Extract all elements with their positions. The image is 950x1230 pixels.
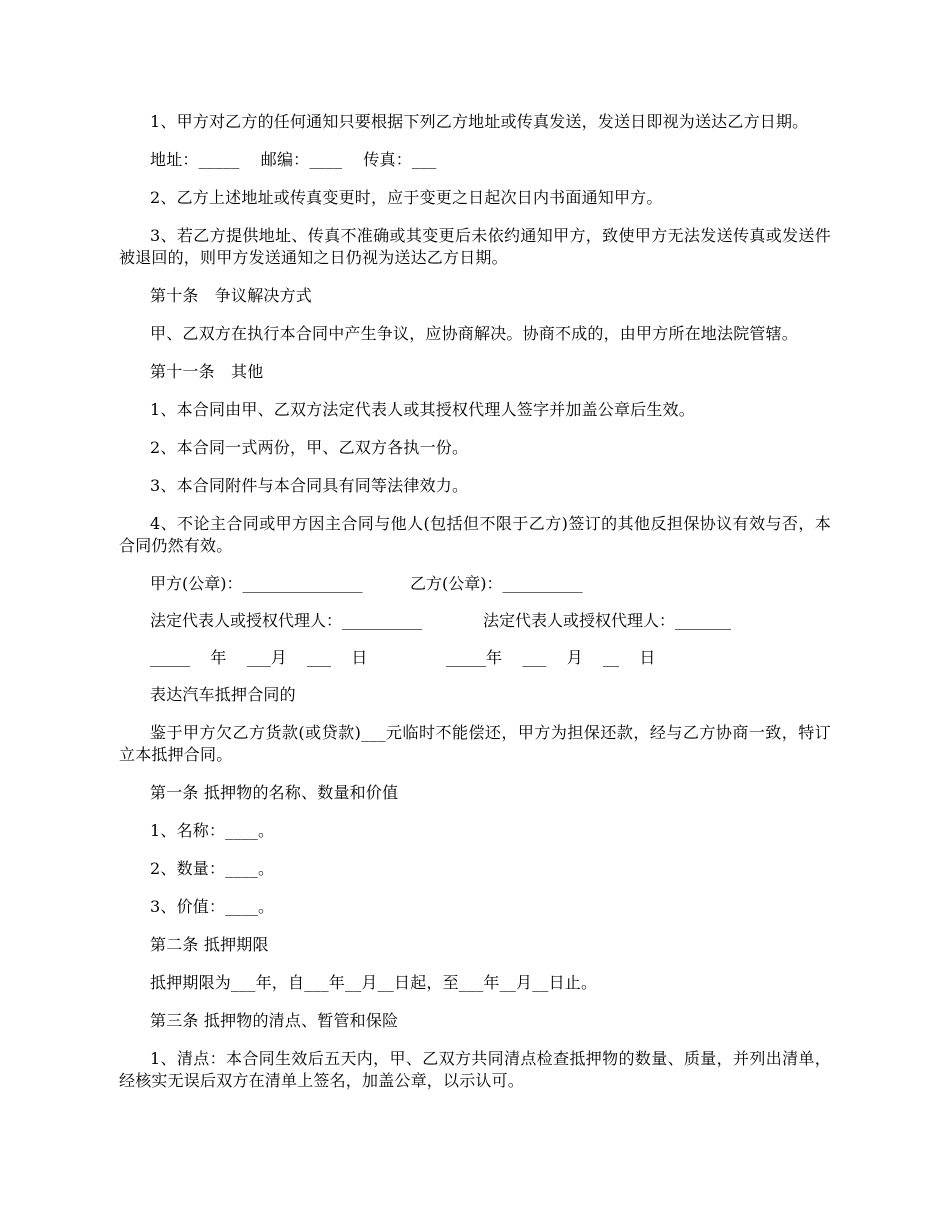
contract-2-preamble: 鉴于甲方欠乙方货款(或贷款)___元临时不能偿还，甲方为担保还款，经与乙方协商一致，特订立本抵押合同。 xyxy=(119,723,831,764)
party-a-date: _____ 年 ___月 ___ 日 xyxy=(150,648,368,667)
party-b-seal: 乙方(公章)：__________ xyxy=(410,574,583,593)
party-b-date: _____年 ___ 月 __ 日 xyxy=(446,648,656,667)
contract-2-title: 表达汽车抵押合同的 xyxy=(150,685,296,704)
article-1-heading: 第一条 抵押物的名称、数量和价值 xyxy=(150,783,399,802)
seal-line xyxy=(150,573,831,595)
article-1-item-quantity: 2、数量：____。 xyxy=(150,859,275,878)
representative-line xyxy=(150,610,831,632)
party-a-representative: 法定代表人或授权代理人：__________ xyxy=(150,611,423,630)
article-3-heading: 第三条 抵押物的清点、暂管和保险 xyxy=(150,1011,399,1030)
article-10-heading: 第十条 争议解决方式 xyxy=(150,286,313,305)
article-3-item-1: 1、清点：本合同生效后五天内，甲、乙双方共同清点检查抵押物的数量、质量，并列出清单，经核实无误后双方在清单上签名，加盖公章，以示认可。 xyxy=(119,1049,831,1090)
article-2-heading: 第二条 抵押期限 xyxy=(150,935,269,954)
article-11-heading: 第十一条 其他 xyxy=(150,362,264,381)
address-fill-line: 地址：_____ 邮编：____ 传真：___ xyxy=(150,150,437,169)
article-1-item-value: 3、价值：____。 xyxy=(150,897,275,916)
party-a-seal: 甲方(公章)：_______________ xyxy=(150,574,363,593)
notice-clause-2: 2、乙方上述地址或传真变更时，应于变更之日起次日内书面通知甲方。 xyxy=(150,188,663,207)
notice-clause-3: 3、若乙方提供地址、传真不准确或其变更后未依约通知甲方，致使甲方无法发送传真或发送件被退回的，则甲方发送通知之日仍视为送达乙方日期。 xyxy=(119,226,831,267)
party-b-representative: 法定代表人或授权代理人：_______ xyxy=(483,611,732,630)
article-2-body: 抵押期限为___年，自___年__月__日起，至___年__月__日止。 xyxy=(150,973,598,992)
notice-clause-1: 1、甲方对乙方的任何通知只要根据下列乙方地址或传真发送，发送日即视为送达乙方日期。 xyxy=(150,112,809,131)
article-10-body: 甲、乙双方在执行本合同中产生争议，应协商解决。协商不成的，由甲方所在地法院管辖。 xyxy=(150,324,799,343)
article-11-item-4: 4、不论主合同或甲方因主合同与他人(包括但不限于乙方)签订的其他反担保协议有效与否，本合同仍然有效。 xyxy=(119,514,831,555)
article-11-item-2: 2、本合同一式两份，甲、乙双方各执一份。 xyxy=(150,438,469,457)
article-11-item-3: 3、本合同附件与本合同具有同等法律效力。 xyxy=(150,476,469,495)
date-line xyxy=(150,647,831,669)
article-11-item-1: 1、本合同由甲、乙双方法定代表人或其授权代理人签字并加盖公章后生效。 xyxy=(150,400,695,419)
document-body xyxy=(119,111,831,1108)
article-1-item-name: 1、名称：____。 xyxy=(150,821,275,840)
